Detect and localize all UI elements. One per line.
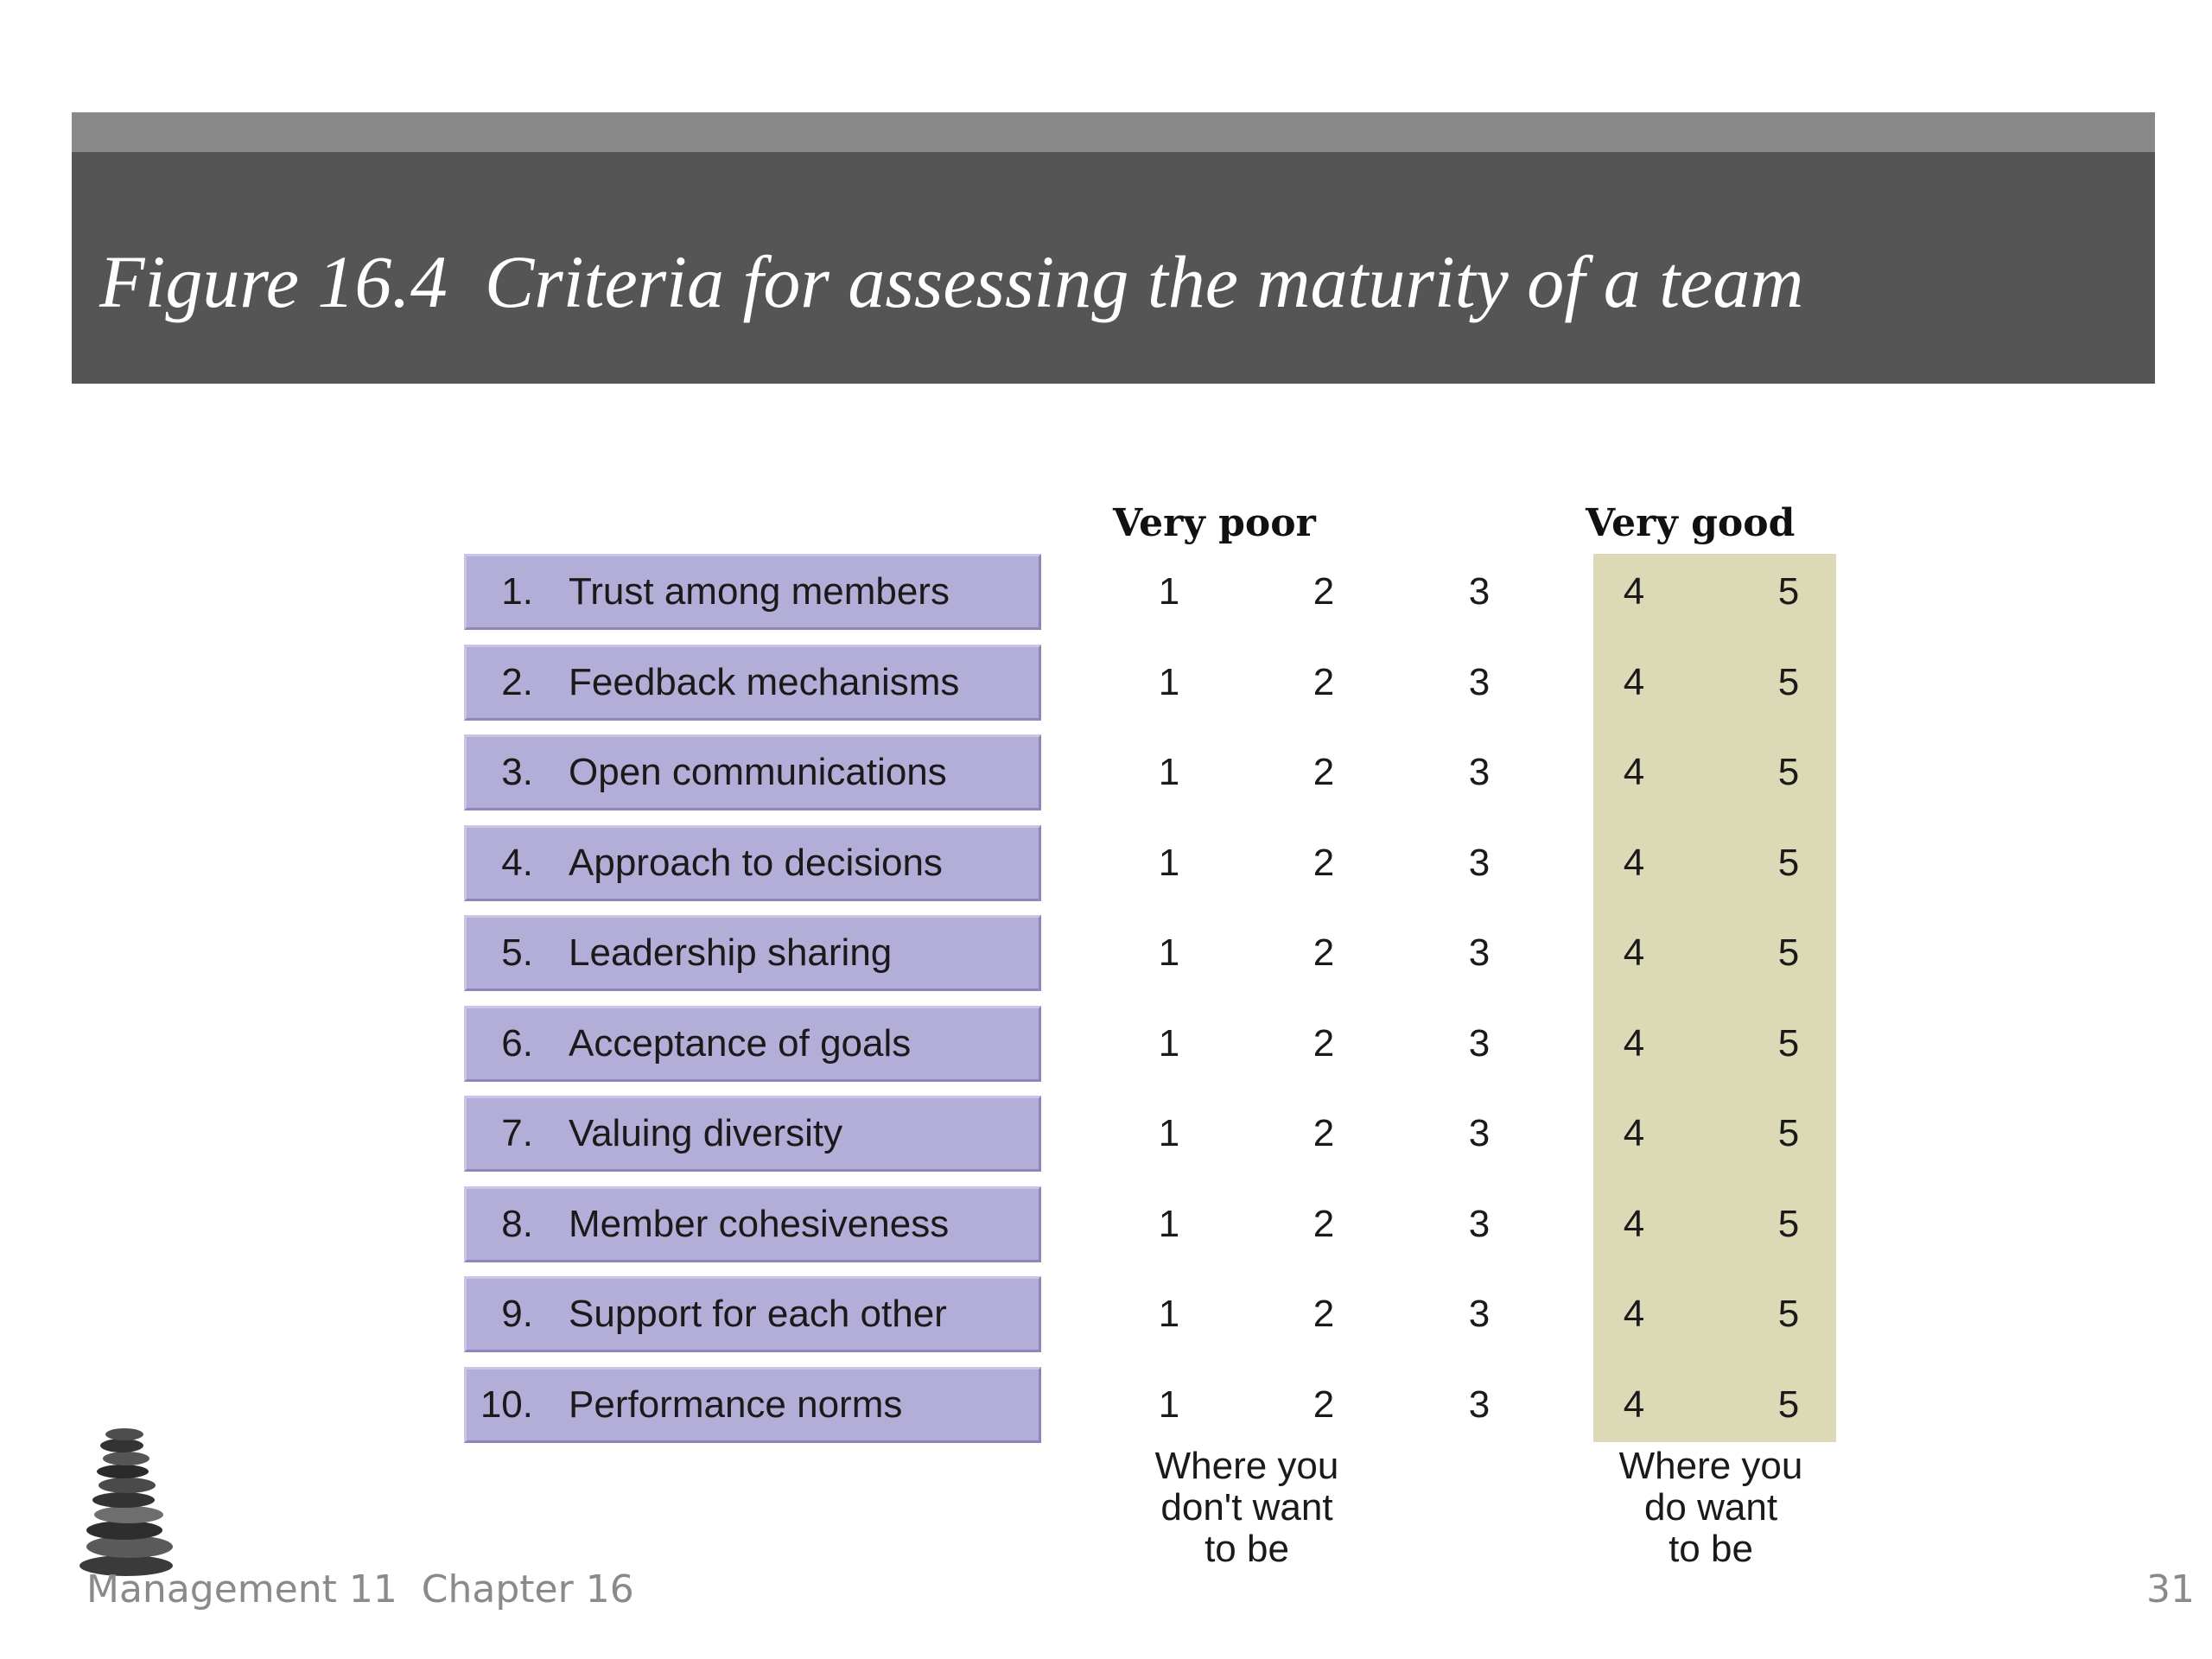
- score-5: 5: [1777, 1021, 1800, 1065]
- score-5: 5: [1777, 931, 1800, 974]
- score-2: 2: [1313, 931, 1335, 974]
- criterion-box: [464, 915, 1041, 991]
- criteria-row: [0, 1276, 2212, 1354]
- slide-title: Figure 16.4 Criteria for assessing the maturity of a team: [99, 240, 1804, 323]
- score-5: 5: [1777, 841, 1800, 884]
- score-1: 1: [1158, 751, 1180, 793]
- criterion-number: 7.: [501, 1112, 533, 1154]
- criterion-number: 1.: [501, 570, 533, 613]
- score-3: 3: [1468, 1202, 1491, 1245]
- criterion-number: 6.: [501, 1021, 533, 1065]
- score-1: 1: [1158, 1202, 1180, 1245]
- score-2: 2: [1313, 1382, 1335, 1426]
- criterion-label: Support for each other: [569, 1293, 947, 1335]
- high-caption-line: Where you: [1618, 1445, 1803, 1487]
- score-3: 3: [1468, 841, 1491, 884]
- footer-course-label: Management 11 Chapter 16: [86, 1567, 634, 1611]
- criteria-row: [0, 1367, 2212, 1445]
- criteria-row: [0, 915, 2212, 993]
- criterion-label: Leadership sharing: [569, 931, 893, 974]
- low-caption-line: don't want: [1160, 1486, 1333, 1529]
- page-number: 31: [2146, 1567, 2195, 1611]
- score-1: 1: [1158, 570, 1180, 613]
- score-2: 2: [1313, 660, 1335, 703]
- criterion-number: 9.: [501, 1293, 533, 1335]
- criterion-label: Valuing diversity: [569, 1112, 843, 1154]
- criteria-row: [0, 1186, 2212, 1264]
- score-4: 4: [1623, 1021, 1645, 1065]
- criterion-label: Feedback mechanisms: [569, 660, 960, 703]
- stripe-blue: [456, 384, 703, 416]
- color-stripe: [72, 384, 2155, 416]
- stacked-stones-icon: [74, 1426, 187, 1577]
- score-5: 5: [1777, 1382, 1800, 1426]
- score-2: 2: [1313, 1021, 1335, 1065]
- score-3: 3: [1468, 1021, 1491, 1065]
- stripe-red: [72, 384, 456, 416]
- score-5: 5: [1777, 570, 1800, 613]
- criteria-row: [0, 734, 2212, 812]
- score-4: 4: [1623, 1293, 1645, 1335]
- high-caption-line: do want: [1643, 1486, 1778, 1529]
- very-good-label: Very good: [1586, 501, 1796, 545]
- stripe-yellow: [703, 384, 1128, 416]
- score-4: 4: [1623, 841, 1645, 884]
- score-5: 5: [1777, 1112, 1800, 1154]
- score-4: 4: [1623, 931, 1645, 974]
- stripe-teal: [1128, 384, 1983, 416]
- score-1: 1: [1158, 660, 1180, 703]
- score-2: 2: [1313, 1293, 1335, 1335]
- criterion-box: [464, 645, 1041, 721]
- score-2: 2: [1313, 570, 1335, 613]
- score-1: 1: [1158, 1293, 1180, 1335]
- score-5: 5: [1777, 1202, 1800, 1245]
- score-1: 1: [1158, 1021, 1180, 1065]
- score-3: 3: [1468, 570, 1491, 613]
- score-3: 3: [1468, 1382, 1491, 1426]
- criterion-box: [464, 734, 1041, 810]
- stripe-purple: [1983, 384, 2155, 416]
- criterion-number: 5.: [501, 931, 533, 974]
- score-1: 1: [1158, 841, 1180, 884]
- criterion-number: 3.: [501, 751, 533, 793]
- score-2: 2: [1313, 1202, 1335, 1245]
- score-5: 5: [1777, 660, 1800, 703]
- criteria-row: [0, 1096, 2212, 1173]
- criteria-row: [0, 825, 2212, 903]
- score-4: 4: [1623, 1112, 1645, 1154]
- low-range-caption: [1109, 1446, 1385, 1570]
- criterion-number: 2.: [501, 660, 533, 703]
- score-2: 2: [1313, 751, 1335, 793]
- score-1: 1: [1158, 1112, 1180, 1154]
- criterion-label: Acceptance of goals: [569, 1021, 912, 1065]
- criterion-box: [464, 1096, 1041, 1172]
- score-5: 5: [1777, 1293, 1800, 1335]
- criterion-label: Trust among members: [569, 570, 950, 613]
- score-4: 4: [1623, 1382, 1645, 1426]
- criterion-number: 4.: [501, 841, 533, 884]
- score-5: 5: [1777, 751, 1800, 793]
- criteria-row: [0, 1006, 2212, 1084]
- criterion-label: Open communications: [569, 751, 947, 793]
- criterion-box: [464, 1186, 1041, 1262]
- score-4: 4: [1623, 570, 1645, 613]
- score-3: 3: [1468, 1112, 1491, 1154]
- banner-top-strip: [72, 112, 2155, 152]
- score-1: 1: [1158, 931, 1180, 974]
- criteria-row: [0, 645, 2212, 722]
- criterion-label: Member cohesiveness: [569, 1202, 950, 1245]
- low-caption-line: to be: [1205, 1528, 1289, 1570]
- score-1: 1: [1158, 1382, 1180, 1426]
- score-3: 3: [1468, 931, 1491, 974]
- score-3: 3: [1468, 751, 1491, 793]
- score-4: 4: [1623, 751, 1645, 793]
- score-2: 2: [1313, 841, 1335, 884]
- criterion-label: Approach to decisions: [569, 841, 943, 884]
- high-caption-line: to be: [1669, 1528, 1753, 1570]
- criteria-row: [0, 554, 2212, 632]
- criterion-box: [464, 554, 1041, 630]
- score-4: 4: [1623, 660, 1645, 703]
- criterion-box: [464, 825, 1041, 901]
- criterion-label: Performance norms: [569, 1382, 903, 1426]
- criterion-box: [464, 1276, 1041, 1352]
- score-3: 3: [1468, 660, 1491, 703]
- score-2: 2: [1313, 1112, 1335, 1154]
- score-3: 3: [1468, 1293, 1491, 1335]
- high-range-caption: [1573, 1446, 1849, 1570]
- criterion-number: 8.: [501, 1202, 533, 1245]
- criterion-box: [464, 1006, 1041, 1082]
- criterion-number: 10.: [480, 1382, 533, 1426]
- criterion-box: [464, 1367, 1041, 1443]
- very-poor-label: Very poor: [1113, 501, 1316, 545]
- low-caption-line: Where you: [1154, 1445, 1339, 1487]
- score-4: 4: [1623, 1202, 1645, 1245]
